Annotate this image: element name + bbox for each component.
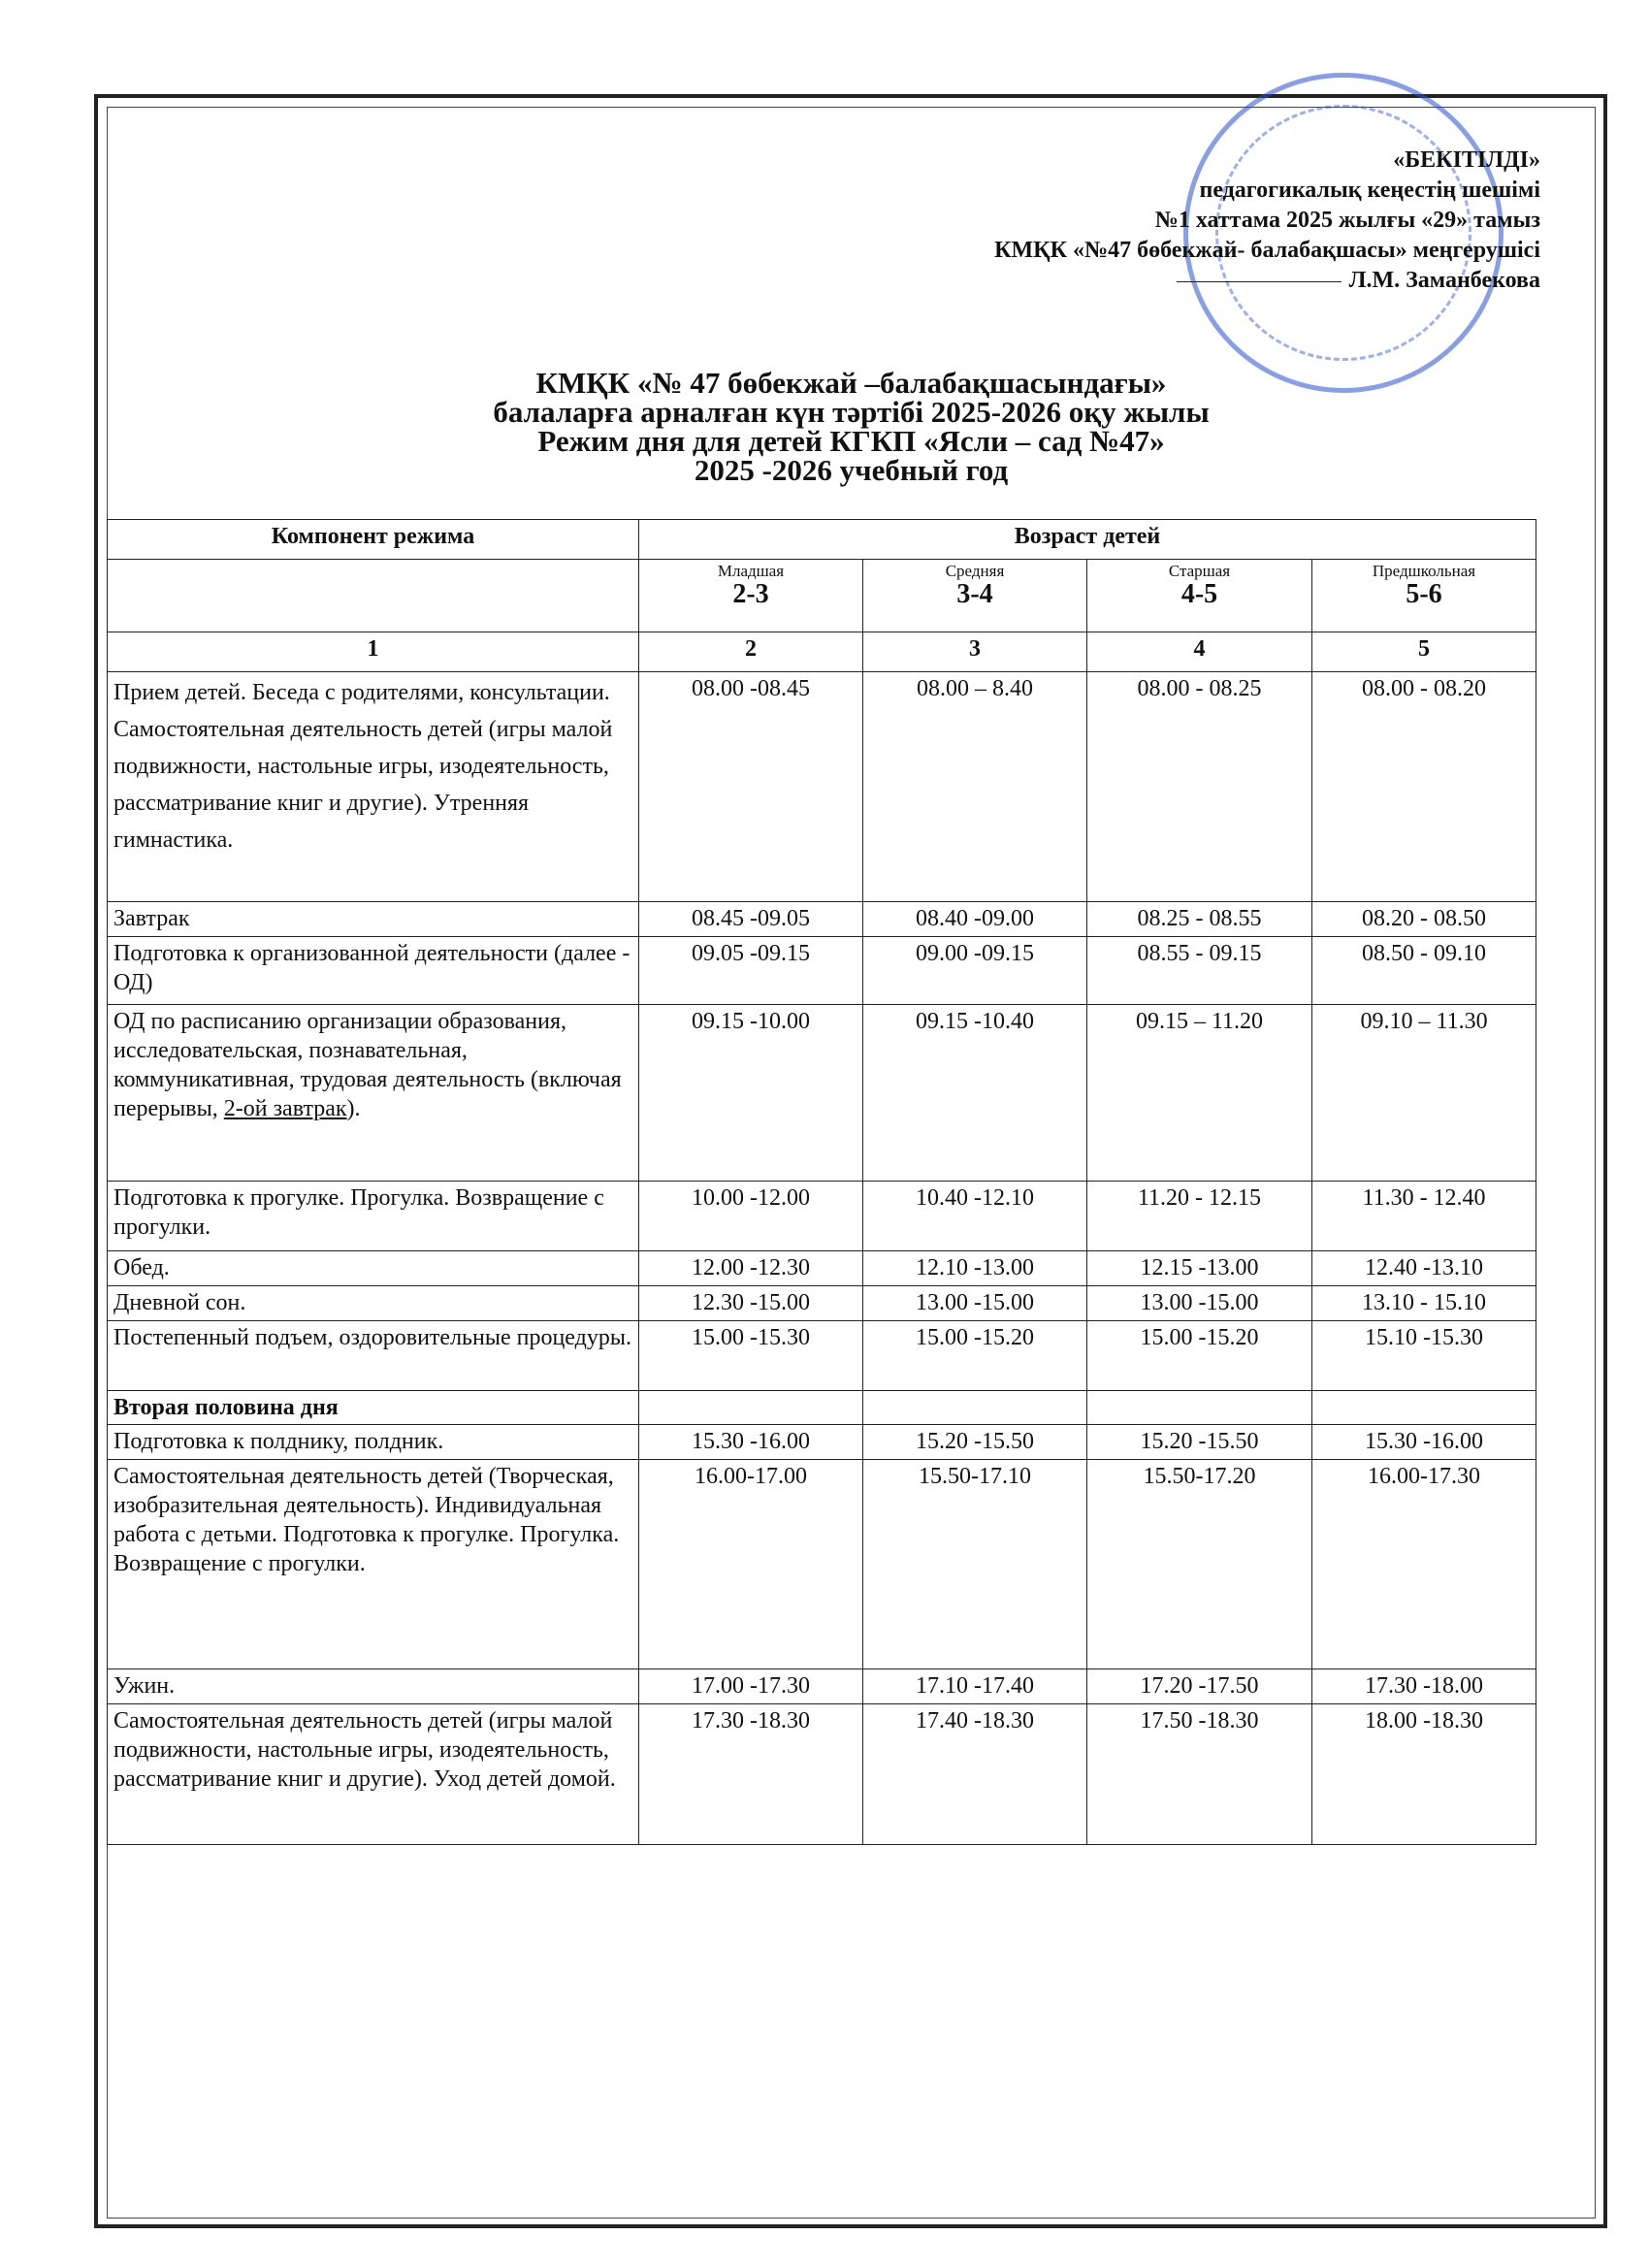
age-value: 2-3 (732, 579, 769, 609)
time-cell: 15.00 -15.30 (639, 1321, 863, 1391)
time-cell: 13.00 -15.00 (863, 1286, 1087, 1321)
time-cell: 08.00 -08.45 (639, 672, 863, 902)
title-line-4: 2025 -2026 учебный год (694, 453, 1009, 487)
table-row (108, 1251, 1536, 1286)
time-cell: 12.00 -12.30 (639, 1251, 863, 1286)
column-number: 4 (1087, 632, 1312, 672)
column-number: 1 (108, 632, 639, 672)
col-age-header: Возраст детей (639, 520, 1536, 560)
activity-cell (108, 1005, 639, 1182)
table-row (108, 937, 1536, 1005)
time-cell: 12.15 -13.00 (1087, 1251, 1312, 1286)
time-cell: 09.15 -10.00 (639, 1005, 863, 1182)
time-cell: 17.00 -17.30 (639, 1669, 863, 1704)
time-cell: 15.20 -15.50 (863, 1425, 1087, 1460)
empty-cell (1312, 1391, 1536, 1425)
time-cell: 08.00 - 08.25 (1087, 672, 1312, 902)
age-name: Младшая (717, 562, 785, 580)
time-cell: 12.10 -13.00 (863, 1251, 1087, 1286)
activity-cell: Подготовка к прогулке. Прогулка. Возвращение с прогулки. (108, 1182, 639, 1251)
activity-cell: Самостоятельная деятельность детей (игры малой подвижности, настольные игры, изодеятельность, рассматривание книг и другие). Уход детей домой. (108, 1704, 639, 1845)
age-name: Средняя (945, 562, 1005, 580)
age-cell (863, 560, 1087, 632)
section-row (108, 1391, 1536, 1425)
document-title (107, 366, 1596, 487)
col-component-header: Компонент режима (108, 520, 639, 560)
time-cell: 15.00 -15.20 (863, 1321, 1087, 1391)
time-cell: 09.10 – 11.30 (1312, 1005, 1536, 1182)
time-cell: 16.00-17.30 (1312, 1460, 1536, 1669)
approval-line-2: педагогикалық кеңестің шешімі (1199, 178, 1540, 203)
approval-line-5: Л.М. Заманбекова (1348, 268, 1540, 293)
approval-block (994, 146, 1540, 296)
empty-cell (863, 1391, 1087, 1425)
time-cell: 17.50 -18.30 (1087, 1704, 1312, 1845)
activity-cell: Обед. (108, 1251, 639, 1286)
time-cell: 12.40 -13.10 (1312, 1251, 1536, 1286)
activity-text: ОД по расписанию организации образования, исследовательская, познавательная, коммуникативная, трудовая деятельность (включая перерывы, (113, 1009, 622, 1121)
age-cell (1312, 560, 1536, 632)
column-number: 5 (1312, 632, 1536, 672)
time-cell: 18.00 -18.30 (1312, 1704, 1536, 1845)
time-cell: 15.30 -16.00 (639, 1425, 863, 1460)
time-cell: 11.30 - 12.40 (1312, 1182, 1536, 1251)
title-line-3: Режим дня для детей КГКП «Ясли – сад №47» (537, 424, 1165, 458)
activity-cell: Дневной сон. (108, 1286, 639, 1321)
activity-tail-text: ). (346, 1096, 361, 1121)
activity-cell: Постепенный подъем, оздоровительные процедуры. (108, 1321, 639, 1391)
time-cell: 09.00 -09.15 (863, 937, 1087, 1005)
table-row (108, 1669, 1536, 1704)
time-cell: 15.10 -15.30 (1312, 1321, 1536, 1391)
time-cell: 09.05 -09.15 (639, 937, 863, 1005)
time-cell: 15.50-17.20 (1087, 1460, 1312, 1669)
time-cell: 15.30 -16.00 (1312, 1425, 1536, 1460)
approval-signature-row (994, 266, 1540, 296)
table-row (108, 1321, 1536, 1391)
table-row (108, 902, 1536, 937)
column-number: 2 (639, 632, 863, 672)
age-cell (639, 560, 863, 632)
section-label-second-half: Вторая половина дня (108, 1391, 639, 1425)
schedule-table (107, 519, 1536, 1845)
age-value: 4-5 (1180, 579, 1218, 609)
age-name: Старшая (1168, 562, 1231, 580)
time-cell: 12.30 -15.00 (639, 1286, 863, 1321)
title-line-1: КМҚК «№ 47 бөбекжай –балабақшасындағы» (535, 366, 1167, 400)
time-cell: 15.50-17.10 (863, 1460, 1087, 1669)
time-cell: 08.00 – 8.40 (863, 672, 1087, 902)
activity-cell: Подготовка к организованной деятельности (далее - ОД) (108, 937, 639, 1005)
age-value: 3-4 (956, 579, 993, 609)
time-cell: 13.10 - 15.10 (1312, 1286, 1536, 1321)
time-cell: 08.20 - 08.50 (1312, 902, 1536, 937)
column-number-row (108, 632, 1536, 672)
table-row (108, 1005, 1536, 1182)
time-cell: 17.40 -18.30 (863, 1704, 1087, 1845)
activity-cell: Завтрак (108, 902, 639, 937)
time-cell: 11.20 - 12.15 (1087, 1182, 1312, 1251)
time-cell: 08.55 - 09.15 (1087, 937, 1312, 1005)
time-cell: 08.45 -09.05 (639, 902, 863, 937)
approval-line-3: №1 хаттама 2025 жылғы «29» тамыз (1154, 208, 1540, 233)
age-cell (1087, 560, 1312, 632)
title-line-2: балаларға арналған күн тәртібі 2025-2026 оқу жылы (493, 395, 1210, 429)
time-cell: 10.40 -12.10 (863, 1182, 1087, 1251)
activity-cell: Самостоятельная деятельность детей (Творческая, изобразительная деятельность). Индивидуальная работа с детьми. Подготовка к прогулке. Прогулка. Возвращение с прогулки. (108, 1460, 639, 1669)
table-row (108, 672, 1536, 902)
time-cell: 10.00 -12.00 (639, 1182, 863, 1251)
time-cell: 17.30 -18.30 (639, 1704, 863, 1845)
table-row (108, 1425, 1536, 1460)
time-cell: 09.15 -10.40 (863, 1005, 1087, 1182)
time-cell: 08.50 - 09.10 (1312, 937, 1536, 1005)
activity-underlined-text: 2-ой завтрак (223, 1096, 347, 1121)
time-cell: 15.00 -15.20 (1087, 1321, 1312, 1391)
header-row (108, 520, 1536, 560)
time-cell: 17.30 -18.00 (1312, 1669, 1536, 1704)
table-row (108, 1460, 1536, 1669)
time-cell: 09.15 – 11.20 (1087, 1005, 1312, 1182)
table-row (108, 1182, 1536, 1251)
time-cell: 08.25 - 08.55 (1087, 902, 1312, 937)
activity-cell: Подготовка к полднику, полдник. (108, 1425, 639, 1460)
column-number: 3 (863, 632, 1087, 672)
time-cell: 13.00 -15.00 (1087, 1286, 1312, 1321)
time-cell: 15.20 -15.50 (1087, 1425, 1312, 1460)
time-cell: 08.40 -09.00 (863, 902, 1087, 937)
time-cell: 08.00 - 08.20 (1312, 672, 1536, 902)
activity-cell: Прием детей. Беседа с родителями, консультации. Самостоятельная деятельность детей (игры малой подвижности, настольные игры, изодеятельность, рассматривание книг и другие). Утренняя гимнастика. (108, 672, 639, 902)
age-value: 5-6 (1406, 579, 1442, 609)
activity-cell: Ужин. (108, 1669, 639, 1704)
table-row (108, 1704, 1536, 1845)
age-row (108, 560, 1536, 632)
time-cell: 16.00-17.00 (639, 1460, 863, 1669)
time-cell: 17.20 -17.50 (1087, 1669, 1312, 1704)
empty-cell (1087, 1391, 1312, 1425)
time-cell: 17.10 -17.40 (863, 1669, 1087, 1704)
approval-line-1: «БЕКІТІЛДІ» (1393, 147, 1540, 173)
approval-line-4: КМҚК «№47 бөбекжай- балабақшасы» меңгерушісі (994, 238, 1540, 263)
age-empty-cell (108, 560, 639, 632)
signature-line (1177, 280, 1342, 282)
table-row (108, 1286, 1536, 1321)
age-name: Предшкольная (1372, 562, 1476, 580)
empty-cell (639, 1391, 863, 1425)
